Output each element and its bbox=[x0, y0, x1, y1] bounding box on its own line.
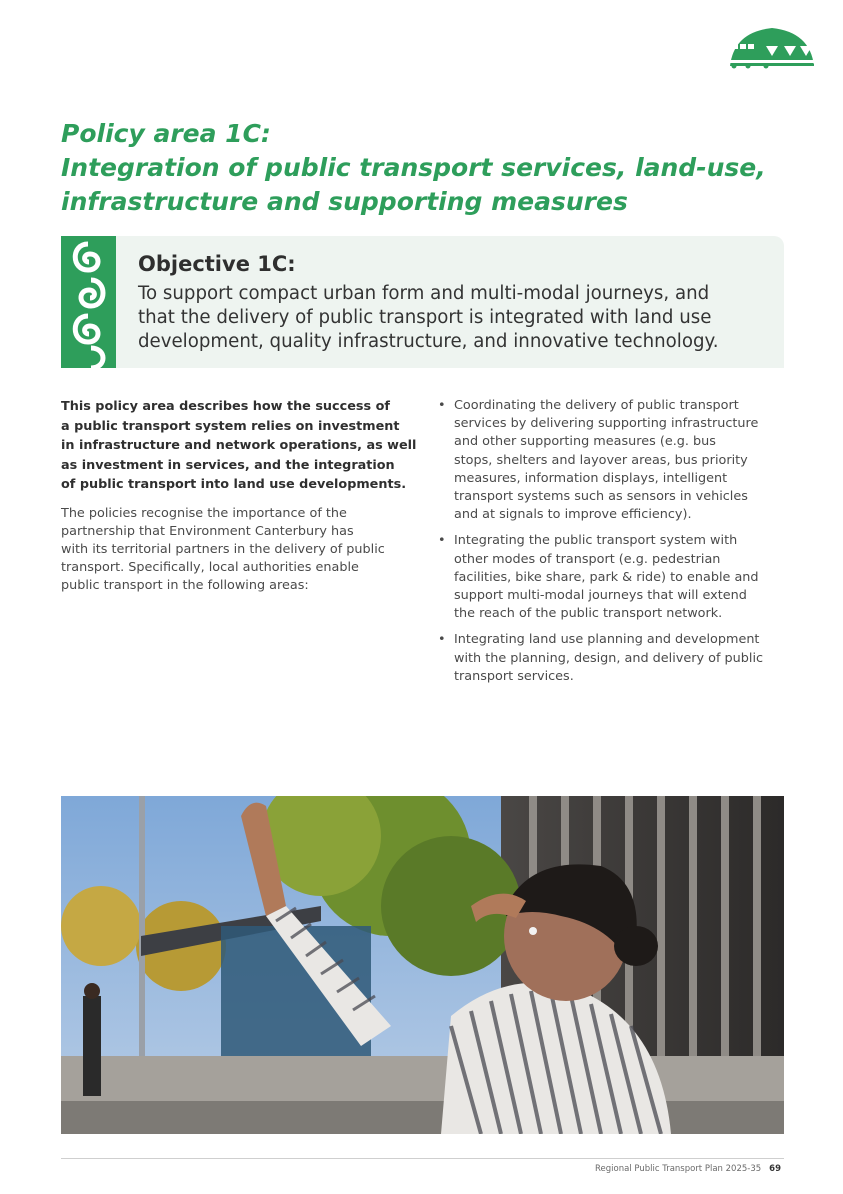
bullet-line: other modes of transport (e.g. pedestrian bbox=[454, 551, 721, 567]
title-line-2: Integration of public transport services, land-use, bbox=[61, 153, 766, 182]
lead-line: a public transport system relies on investment bbox=[61, 418, 400, 434]
objective-line-3: development, quality infrastructure, and innovative technology. bbox=[138, 331, 719, 352]
body-paragraph bbox=[61, 505, 411, 596]
objective-text bbox=[138, 282, 774, 354]
bullet-line: measures, information displays, intelligent bbox=[454, 470, 728, 486]
bullet-line: and other supporting measures (e.g. bus bbox=[454, 434, 716, 450]
objective-line-2: that the delivery of public transport is integrated with land use bbox=[138, 307, 712, 328]
bullet-line: Integrating the public transport system with bbox=[454, 533, 738, 549]
page-title bbox=[61, 117, 801, 219]
bullet-line: transport systems such as sensors in vehicles bbox=[454, 489, 748, 505]
footer-doc-title: Regional Public Transport Plan 2025-35 bbox=[595, 1164, 762, 1174]
body-line: The policies recognise the importance of the bbox=[61, 505, 347, 521]
footer-divider bbox=[61, 1158, 784, 1159]
page-number: 69 bbox=[769, 1164, 781, 1174]
bullet-line: Integrating land use planning and development bbox=[454, 632, 760, 648]
lead-line: This policy area describes how the success of bbox=[61, 399, 390, 414]
bullet-line: support multi-modal journeys that will extend bbox=[454, 588, 747, 604]
bullet-line: services by delivering supporting infrastructure bbox=[454, 416, 759, 432]
body-line: public transport in the following areas: bbox=[61, 578, 309, 594]
bullet-dot: • bbox=[438, 533, 446, 549]
bullet-item-1 bbox=[437, 397, 787, 524]
bullet-line: Coordinating the delivery of public transport bbox=[454, 398, 739, 413]
bus-stop-photo bbox=[61, 796, 784, 1134]
body-line: with its territorial partners in the delivery of public bbox=[61, 541, 385, 557]
objective-line-1: To support compact urban form and multi-modal journeys, and bbox=[138, 283, 710, 304]
body-line: transport. Specifically, local authorities enable bbox=[61, 560, 359, 576]
bullet-dot: • bbox=[438, 632, 446, 648]
title-line-3: infrastructure and supporting measures bbox=[61, 187, 628, 216]
bullet-line: the reach of the public transport network. bbox=[454, 606, 723, 622]
left-column bbox=[61, 397, 417, 596]
right-column bbox=[437, 397, 787, 694]
objective-callout bbox=[61, 236, 784, 368]
bullet-dot: • bbox=[438, 398, 446, 413]
lead-line: of public transport into land use developments. bbox=[61, 477, 407, 492]
bullet-line: facilities, bike share, park & ride) to enable and bbox=[454, 569, 759, 585]
koru-pattern-icon bbox=[61, 236, 116, 368]
bullet-line: stops, shelters and layover areas, bus priority bbox=[454, 452, 748, 468]
lead-paragraph bbox=[61, 397, 417, 495]
bullet-item-3 bbox=[437, 631, 787, 686]
page-footer bbox=[595, 1164, 781, 1174]
lead-line: as investment in services, and the integration bbox=[61, 457, 395, 473]
bullet-line: with the planning, design, and delivery of public bbox=[454, 650, 764, 666]
title-line-1: Policy area 1C: bbox=[61, 119, 271, 148]
bullet-line: and at signals to improve efficiency). bbox=[454, 507, 692, 523]
bullet-line: transport services. bbox=[454, 668, 574, 684]
lead-line: in infrastructure and network operations, as well bbox=[61, 438, 417, 453]
objective-heading: Objective 1C: bbox=[138, 252, 296, 276]
transport-logo-icon bbox=[726, 24, 818, 70]
body-line: partnership that Environment Canterbury has bbox=[61, 523, 354, 539]
bullet-item-2 bbox=[437, 532, 787, 623]
